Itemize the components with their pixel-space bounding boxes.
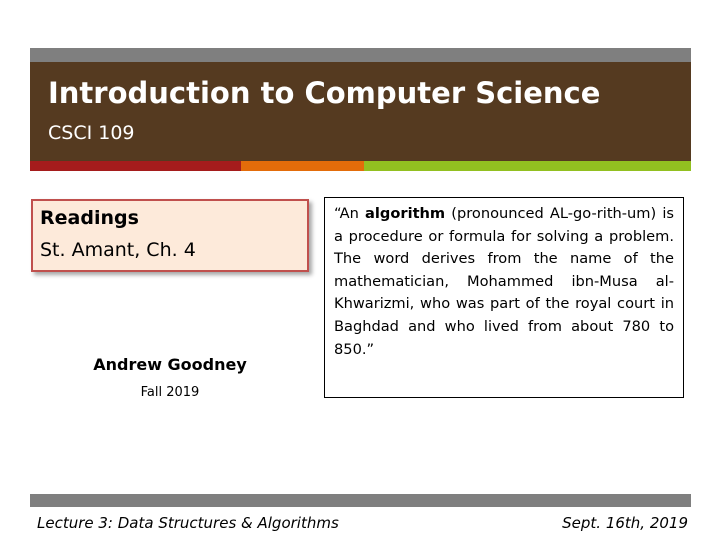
footer-lecture-title: Lecture 3: Data Structures & Algorithms (37, 514, 339, 532)
author-name: Andrew Goodney (93, 355, 247, 374)
bottom-gray-strip (30, 494, 691, 507)
footer-date: Sept. 16th, 2019 (562, 514, 688, 532)
readings-box (31, 199, 309, 272)
accent-bar-green (364, 161, 691, 171)
slide-title: Introduction to Computer Science (48, 76, 601, 110)
quote-keyword: algorithm (365, 205, 446, 222)
top-gray-strip (30, 48, 691, 62)
quote-rest: (pronounced AL-go-rith-um) is a procedure or formula for solving a problem. The word derives from the name of the mathematician, Mohammed ibn-Musa al-Khwarizmi, who was part of the royal court in Baghdad and who lived from about 780 to 850.” (334, 205, 674, 358)
quote-open: “An (334, 205, 366, 222)
readings-text: St. Amant, Ch. 4 (40, 239, 196, 261)
accent-bar-red (30, 161, 241, 171)
title-band (30, 62, 691, 161)
term-label: Fall 2019 (140, 385, 200, 400)
accent-bar-orange (241, 161, 364, 171)
readings-title: Readings (40, 207, 139, 229)
algorithm-quote-box (324, 197, 684, 398)
course-code: CSCI 109 (48, 122, 135, 144)
